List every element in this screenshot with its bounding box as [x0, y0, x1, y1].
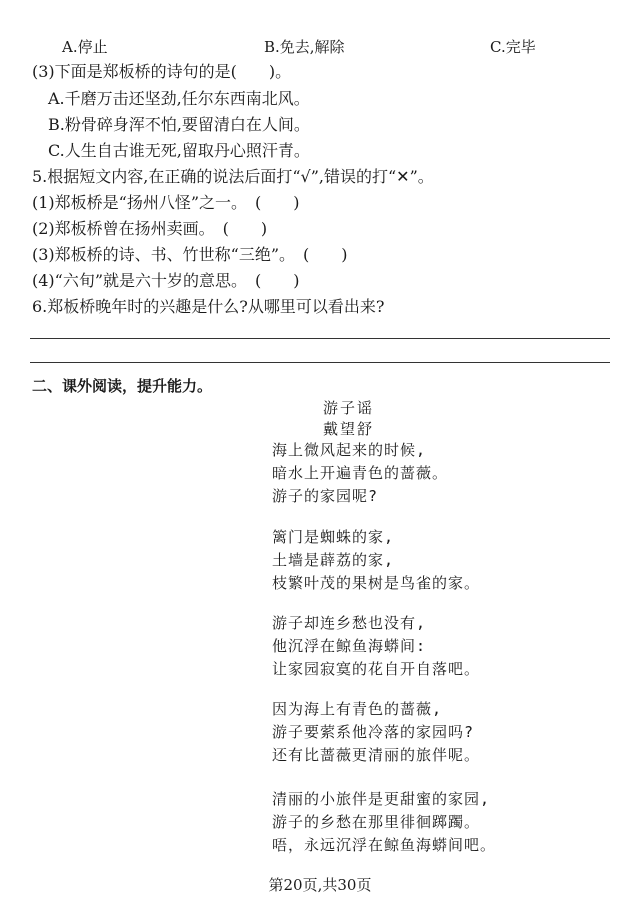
question-3-option-c: C.人生自古谁无死,留取丹心照汗青。 — [48, 141, 310, 160]
answer-line-1 — [30, 338, 610, 339]
poem-line: 让家园寂寞的花自开自落吧。 — [272, 660, 481, 678]
poem-line: 还有比蔷薇更清丽的旅伴呢。 — [272, 746, 481, 764]
page-number: 第20页,共30页 — [268, 876, 372, 894]
poem-line: 海上微风起来的时候, — [272, 441, 427, 459]
poem-line: 游子的乡愁在那里徘徊踯躅。 — [272, 813, 481, 831]
poem-title: 游子谣 — [323, 399, 375, 417]
poem-line: 土墙是薜荔的家, — [272, 551, 395, 569]
poem-line: 游子的家园呢? — [272, 487, 379, 505]
question-3-stem: (3)下面是郑板桥的诗句的是( )。 — [32, 62, 292, 81]
poem-line: 他沉浮在鲸鱼海蟒间: — [272, 637, 427, 655]
answer-line-2 — [30, 362, 610, 363]
question-6-stem: 6.郑板桥晚年时的兴趣是什么?从哪里可以看出来? — [32, 297, 385, 316]
poem-line: 唔，永远沉浮在鲸鱼海蟒间吧。 — [272, 836, 497, 854]
question-5-item-4: (4)“六旬”就是六十岁的意思。 ( ) — [32, 271, 300, 290]
option-c: C.完毕 — [490, 38, 536, 56]
poem-author: 戴望舒 — [323, 420, 375, 438]
poem-line: 枝繁叶茂的果树是鸟雀的家。 — [272, 574, 481, 592]
poem-line: 篱门是蜘蛛的家, — [272, 528, 395, 546]
poem-line: 游子却连乡愁也没有, — [272, 614, 427, 632]
poem-line: 因为海上有青色的蔷薇, — [272, 700, 443, 718]
question-5-item-2: (2)郑板桥曾在扬州卖画。 ( ) — [32, 219, 268, 238]
question-5-item-3: (3)郑板桥的诗、书、竹世称“三绝”。 ( ) — [32, 245, 348, 264]
question-3-option-a: A.千磨万击还坚劲,任尔东西南北风。 — [48, 89, 310, 108]
section-heading: 二、课外阅读，提升能力。 — [32, 377, 213, 395]
poem-line: 暗水上开遍青色的蔷薇。 — [272, 464, 449, 482]
option-a: A.停止 — [62, 38, 108, 56]
question-5-item-1: (1)郑板桥是“扬州八怪”之一。 ( ) — [32, 193, 300, 212]
option-b: B.免去,解除 — [264, 38, 345, 56]
question-3-option-b: B.粉骨碎身浑不怕,要留清白在人间。 — [48, 115, 310, 134]
poem-line: 清丽的小旅伴是更甜蜜的家园, — [272, 790, 491, 808]
poem-line: 游子要萦系他冷落的家园吗? — [272, 723, 475, 741]
question-5-stem: 5.根据短文内容,在正确的说法后面打“√”,错误的打“✕”。 — [32, 167, 434, 186]
